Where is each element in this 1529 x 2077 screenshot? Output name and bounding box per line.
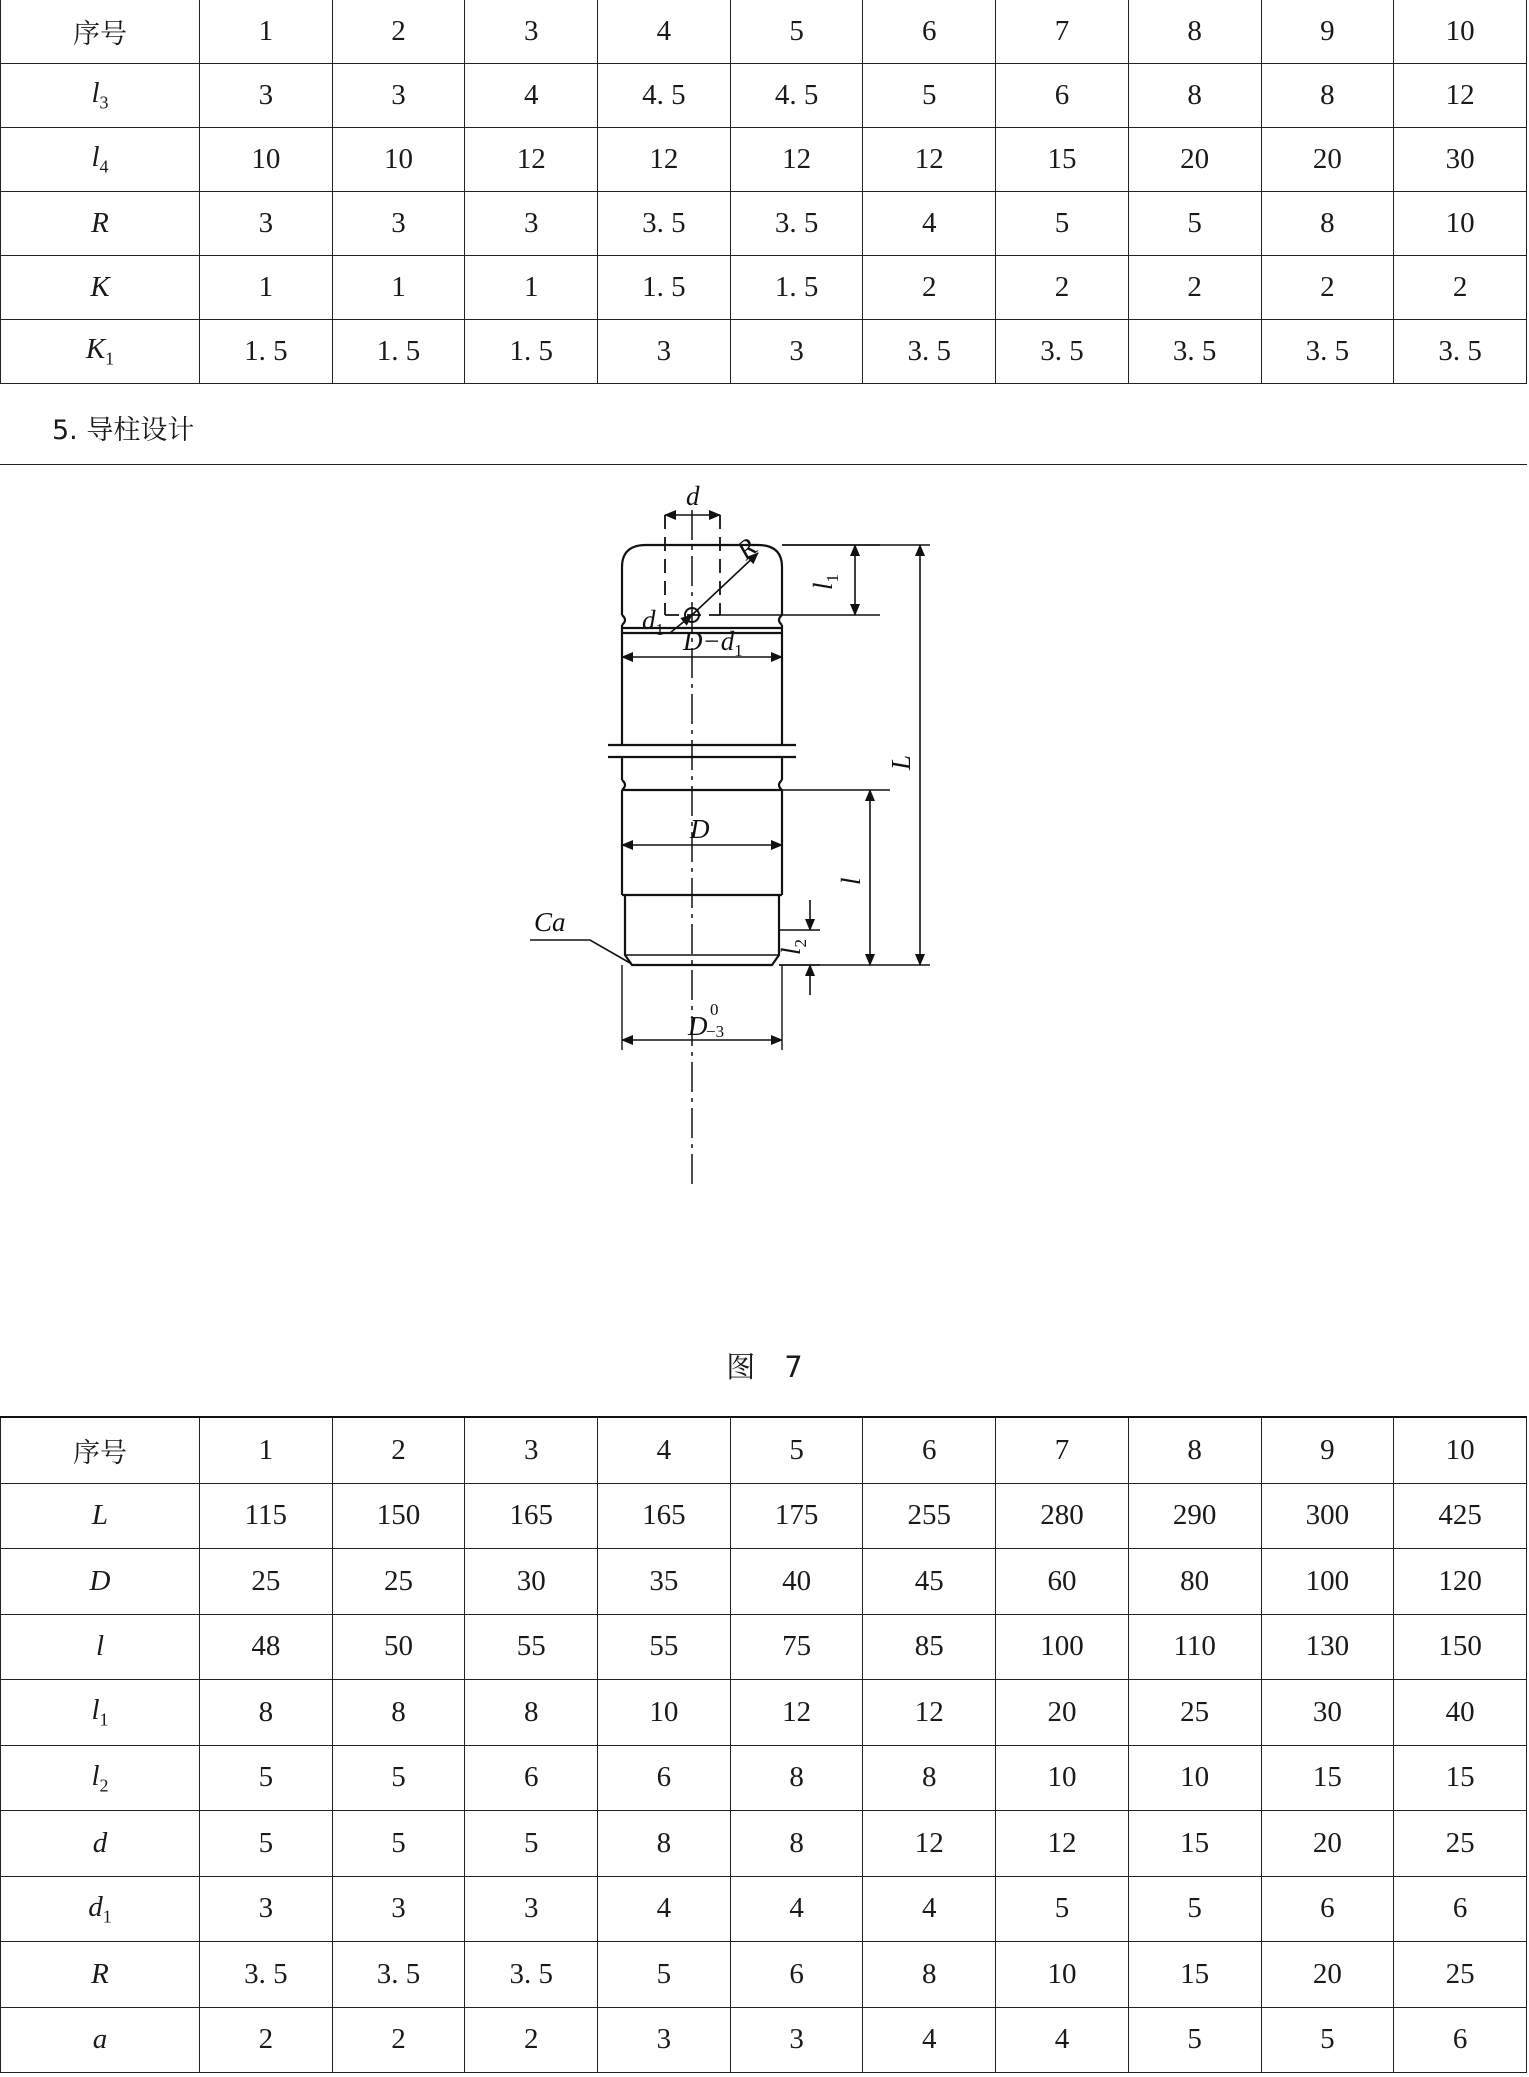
table-cell: 5 (332, 1745, 465, 1811)
table-cell: 5 (1128, 192, 1261, 256)
table-cell: 1. 5 (200, 320, 333, 384)
table-cell: 25 (200, 1549, 333, 1615)
row-header (1, 1876, 200, 1942)
table-row (1, 256, 1527, 320)
table-row (1, 1942, 1527, 2008)
table-cell: 3 (332, 64, 465, 128)
table-cell: 3. 5 (598, 192, 731, 256)
table-cell: 3. 5 (332, 1942, 465, 2008)
table-cell: 1. 5 (598, 256, 731, 320)
table-cell: 85 (863, 1614, 996, 1680)
table-cell: 300 (1261, 1483, 1394, 1549)
row-header (1, 2007, 200, 2073)
row-header-label: 序号 (73, 19, 127, 50)
row-header (1, 1614, 200, 1680)
table-cell: 20 (996, 1680, 1129, 1746)
table-row (1, 2007, 1527, 2073)
row-symbol: D (89, 1564, 111, 1597)
table-cell: 2 (465, 2007, 598, 2073)
row-header (1, 1680, 200, 1746)
table-cell: 12 (863, 128, 996, 192)
table-row (1, 1614, 1527, 1680)
pillar-break (608, 745, 796, 757)
row-symbol: L (91, 1499, 109, 1532)
row-header (1, 1549, 200, 1615)
table-cell: 6 (465, 1745, 598, 1811)
table-cell: 12 (1394, 64, 1527, 128)
row-symbol: $l_3$ (91, 77, 109, 113)
table-cell: 6 (598, 1745, 731, 1811)
table-cell: 35 (598, 1549, 731, 1615)
table-cell: 10 (1394, 192, 1527, 256)
table-cell: 8 (1128, 0, 1261, 64)
table-cell: 4 (996, 2007, 1129, 2073)
table-cell: 5 (1128, 1876, 1261, 1942)
table-cell: 40 (1394, 1680, 1527, 1746)
table-cell: 25 (1394, 1942, 1527, 2008)
label-l1: $l_1$ (808, 573, 842, 590)
row-header (1, 128, 200, 192)
table-cell: 3 (598, 2007, 731, 2073)
table-cell: 1 (200, 1417, 333, 1483)
label-d1: $d_1$ (642, 605, 664, 639)
table-cell: 20 (1128, 128, 1261, 192)
table-cell: 3 (730, 2007, 863, 2073)
table-cell: 130 (1261, 1614, 1394, 1680)
table-cell: 4 (863, 2007, 996, 2073)
table-cell: 6 (863, 0, 996, 64)
table-cell: 5 (730, 0, 863, 64)
table-cell: 2 (200, 2007, 333, 2073)
table-cell: 2 (332, 2007, 465, 2073)
table-cell: 30 (1394, 128, 1527, 192)
row-symbol: $l_1$ (91, 1694, 109, 1730)
label-L: L (886, 754, 916, 770)
table-cell: 3 (332, 192, 465, 256)
table-cell: 48 (200, 1614, 333, 1680)
table-cell: 55 (598, 1614, 731, 1680)
table-cell: 60 (996, 1549, 1129, 1615)
table-row (1, 320, 1527, 384)
row-header (1, 1417, 200, 1483)
row-header (1, 320, 200, 384)
table-cell: 110 (1128, 1614, 1261, 1680)
table-cell: 290 (1128, 1483, 1261, 1549)
row-header (1, 192, 200, 256)
table-cell: 5 (863, 64, 996, 128)
table-row (1, 1811, 1527, 1877)
table-cell: 3 (730, 320, 863, 384)
table-cell: 10 (200, 128, 333, 192)
table-cell: 1. 5 (332, 320, 465, 384)
table-row (1, 1549, 1527, 1615)
table-cell: 150 (332, 1483, 465, 1549)
label-D-minus-d1: $D-d_1$ (683, 626, 743, 660)
table-cell: 15 (1261, 1745, 1394, 1811)
table-row (1, 1680, 1527, 1746)
table-cell: 12 (730, 1680, 863, 1746)
table-cell: 3 (465, 192, 598, 256)
table-cell: 5 (200, 1745, 333, 1811)
guide-pillar-drawing (520, 481, 1010, 1185)
table-cell: 120 (1394, 1549, 1527, 1615)
table-cell: 3. 5 (996, 320, 1129, 384)
row-symbol-subscript: 1 (102, 1905, 112, 1926)
table-cell: 10 (1394, 0, 1527, 64)
table-cell: 12 (730, 128, 863, 192)
section-heading (0, 398, 1527, 465)
table-cell: 15 (1128, 1811, 1261, 1877)
table-cell: 165 (598, 1483, 731, 1549)
label-D: D (690, 814, 710, 844)
table-cell: 5 (996, 1876, 1129, 1942)
pillar-mid-body (622, 757, 782, 790)
table-cell: 25 (1394, 1811, 1527, 1877)
table-cell: 425 (1394, 1483, 1527, 1549)
table-cell: 3 (200, 1876, 333, 1942)
row-symbol: d (92, 1826, 108, 1859)
table-cell: 55 (465, 1614, 598, 1680)
dimension-table-2 (0, 1416, 1527, 2073)
table-cell: 280 (996, 1483, 1129, 1549)
table-cell: 5 (200, 1811, 333, 1877)
table-cell: 9 (1261, 1417, 1394, 1483)
table-cell: 15 (1128, 1942, 1261, 2008)
table-cell: 3. 5 (465, 1942, 598, 2008)
section-heading-text: 5. 导柱设计 (52, 415, 195, 446)
table-cell: 1 (200, 0, 333, 64)
table-cell: 1. 5 (730, 256, 863, 320)
row-symbol: a (92, 2023, 108, 2056)
dimension-table-1 (0, 0, 1527, 384)
row-symbol-subscript: 1 (105, 348, 115, 369)
table-cell: 1. 5 (465, 320, 598, 384)
table-cell: 2 (863, 256, 996, 320)
label-Ca: Ca (534, 907, 566, 937)
table-cell: 8 (730, 1745, 863, 1811)
row-symbol: $d_1$ (88, 1890, 112, 1926)
table-cell: 8 (598, 1811, 731, 1877)
label-D-tolerance-upper: 0 (710, 1000, 719, 1019)
table-cell: 4 (730, 1876, 863, 1942)
row-header (1, 64, 200, 128)
table-cell: 6 (1394, 2007, 1527, 2073)
table-cell: 8 (730, 1811, 863, 1877)
table-cell: 20 (1261, 128, 1394, 192)
row-header (1, 1745, 200, 1811)
table-cell: 100 (1261, 1549, 1394, 1615)
table-cell: 5 (996, 192, 1129, 256)
table-cell: 45 (863, 1549, 996, 1615)
table-cell: 3. 5 (1128, 320, 1261, 384)
table-cell: 3 (200, 192, 333, 256)
table-cell: 6 (863, 1417, 996, 1483)
figure-caption: 图 7 (726, 1350, 803, 1384)
table-cell: 5 (1261, 2007, 1394, 2073)
table-cell: 1 (200, 256, 333, 320)
table-cell: 3 (200, 64, 333, 128)
table-cell: 165 (465, 1483, 598, 1549)
table-cell: 3. 5 (1394, 320, 1527, 384)
label-l2: $l_2$ (776, 938, 810, 955)
table-cell: 30 (1261, 1680, 1394, 1746)
row-symbol: $l_2$ (91, 1759, 109, 1795)
table-cell: 4 (598, 1876, 731, 1942)
table-cell: 7 (996, 1417, 1129, 1483)
table-cell: 6 (1394, 1876, 1527, 1942)
row-symbol: l (95, 1630, 105, 1663)
table-cell: 30 (465, 1549, 598, 1615)
table-cell: 3 (465, 1876, 598, 1942)
table-cell: 8 (465, 1680, 598, 1746)
table-cell: 6 (1261, 1876, 1394, 1942)
row-symbol: R (91, 1957, 109, 1990)
table-cell: 8 (1261, 64, 1394, 128)
table-cell: 4 (465, 64, 598, 128)
label-D-tolerance: D (688, 1011, 708, 1041)
table-cell: 25 (1128, 1680, 1261, 1746)
table-cell: 25 (332, 1549, 465, 1615)
table-cell: 3 (598, 320, 731, 384)
row-symbol-subscript: 2 (99, 1774, 109, 1795)
table-cell: 3. 5 (863, 320, 996, 384)
table-cell: 80 (1128, 1549, 1261, 1615)
table-cell: 1 (332, 256, 465, 320)
table-cell: 3. 5 (200, 1942, 333, 2008)
table-cell: 12 (598, 128, 731, 192)
table-cell: 12 (465, 128, 598, 192)
table-cell: 15 (996, 128, 1129, 192)
table-cell: 2 (1261, 256, 1394, 320)
table-row (1, 1483, 1527, 1549)
table-cell: 8 (863, 1745, 996, 1811)
row-symbol-subscript: 4 (99, 156, 109, 177)
table-cell: 175 (730, 1483, 863, 1549)
table-cell: 10 (332, 128, 465, 192)
table-cell: 3 (465, 0, 598, 64)
table-cell: 3 (332, 1876, 465, 1942)
table-cell: 20 (1261, 1942, 1394, 2008)
label-l: l (836, 877, 866, 885)
table-cell: 10 (996, 1745, 1129, 1811)
table-cell: 5 (730, 1417, 863, 1483)
label-R: R (730, 532, 763, 566)
table-cell: 15 (1394, 1745, 1527, 1811)
table-cell: 2 (1394, 256, 1527, 320)
table-cell: 20 (1261, 1811, 1394, 1877)
table-cell: 8 (332, 1680, 465, 1746)
row-symbol: R (91, 207, 109, 239)
table-row (1, 192, 1527, 256)
table-cell: 9 (1261, 0, 1394, 64)
table-cell: 10 (1128, 1745, 1261, 1811)
table-cell: 12 (863, 1811, 996, 1877)
table-cell: 100 (996, 1614, 1129, 1680)
table-cell: 2 (996, 256, 1129, 320)
table-cell: 40 (730, 1549, 863, 1615)
row-symbol-subscript: 3 (99, 92, 109, 113)
table-cell: 12 (863, 1680, 996, 1746)
label-d: d (686, 481, 700, 511)
table-cell: 5 (1128, 2007, 1261, 2073)
table-cell: 8 (200, 1680, 333, 1746)
row-header-label: 序号 (73, 1437, 127, 1469)
row-header (1, 256, 200, 320)
table-cell: 7 (996, 0, 1129, 64)
table-row (1, 64, 1527, 128)
table-cell: 10 (996, 1942, 1129, 2008)
table-cell: 3 (465, 1417, 598, 1483)
table-row (1, 1876, 1527, 1942)
table-cell: 4 (863, 192, 996, 256)
table-cell: 75 (730, 1614, 863, 1680)
table-cell: 3. 5 (1261, 320, 1394, 384)
table-cell: 5 (598, 1942, 731, 2008)
row-header (1, 1483, 200, 1549)
table-cell: 2 (332, 1417, 465, 1483)
table-cell: 10 (1394, 1417, 1527, 1483)
table-cell: 5 (332, 1811, 465, 1877)
table-row (1, 1417, 1527, 1483)
row-header (1, 1811, 200, 1877)
table-row (1, 128, 1527, 192)
table-cell: 3. 5 (730, 192, 863, 256)
table-cell: 8 (1128, 1417, 1261, 1483)
table-cell: 8 (863, 1942, 996, 2008)
table-row (1, 1745, 1527, 1811)
row-symbol: $K_1$ (85, 333, 115, 369)
label-D-tolerance-lower: −3 (706, 1022, 725, 1041)
table-cell: 4. 5 (598, 64, 731, 128)
row-symbol: $l_4$ (91, 141, 109, 177)
row-header (1, 1942, 200, 2008)
table-cell: 115 (200, 1483, 333, 1549)
row-header (1, 0, 200, 64)
table-cell: 8 (1261, 192, 1394, 256)
table-cell: 6 (730, 1942, 863, 2008)
table-cell: 10 (598, 1680, 731, 1746)
row-symbol-subscript: 1 (99, 1709, 109, 1730)
table-cell: 1 (465, 256, 598, 320)
table-cell: 4 (598, 0, 731, 64)
table-cell: 4. 5 (730, 64, 863, 128)
table-cell: 4 (598, 1417, 731, 1483)
row-symbol: K (90, 271, 110, 303)
table-cell: 8 (1128, 64, 1261, 128)
table-cell: 150 (1394, 1614, 1527, 1680)
table-cell: 50 (332, 1614, 465, 1680)
table-row (1, 0, 1527, 64)
table-cell: 2 (1128, 256, 1261, 320)
table-cell: 2 (332, 0, 465, 64)
table-cell: 12 (996, 1811, 1129, 1877)
table-cell: 5 (465, 1811, 598, 1877)
table-cell: 6 (996, 64, 1129, 128)
table-cell: 4 (863, 1876, 996, 1942)
table-cell: 255 (863, 1483, 996, 1549)
